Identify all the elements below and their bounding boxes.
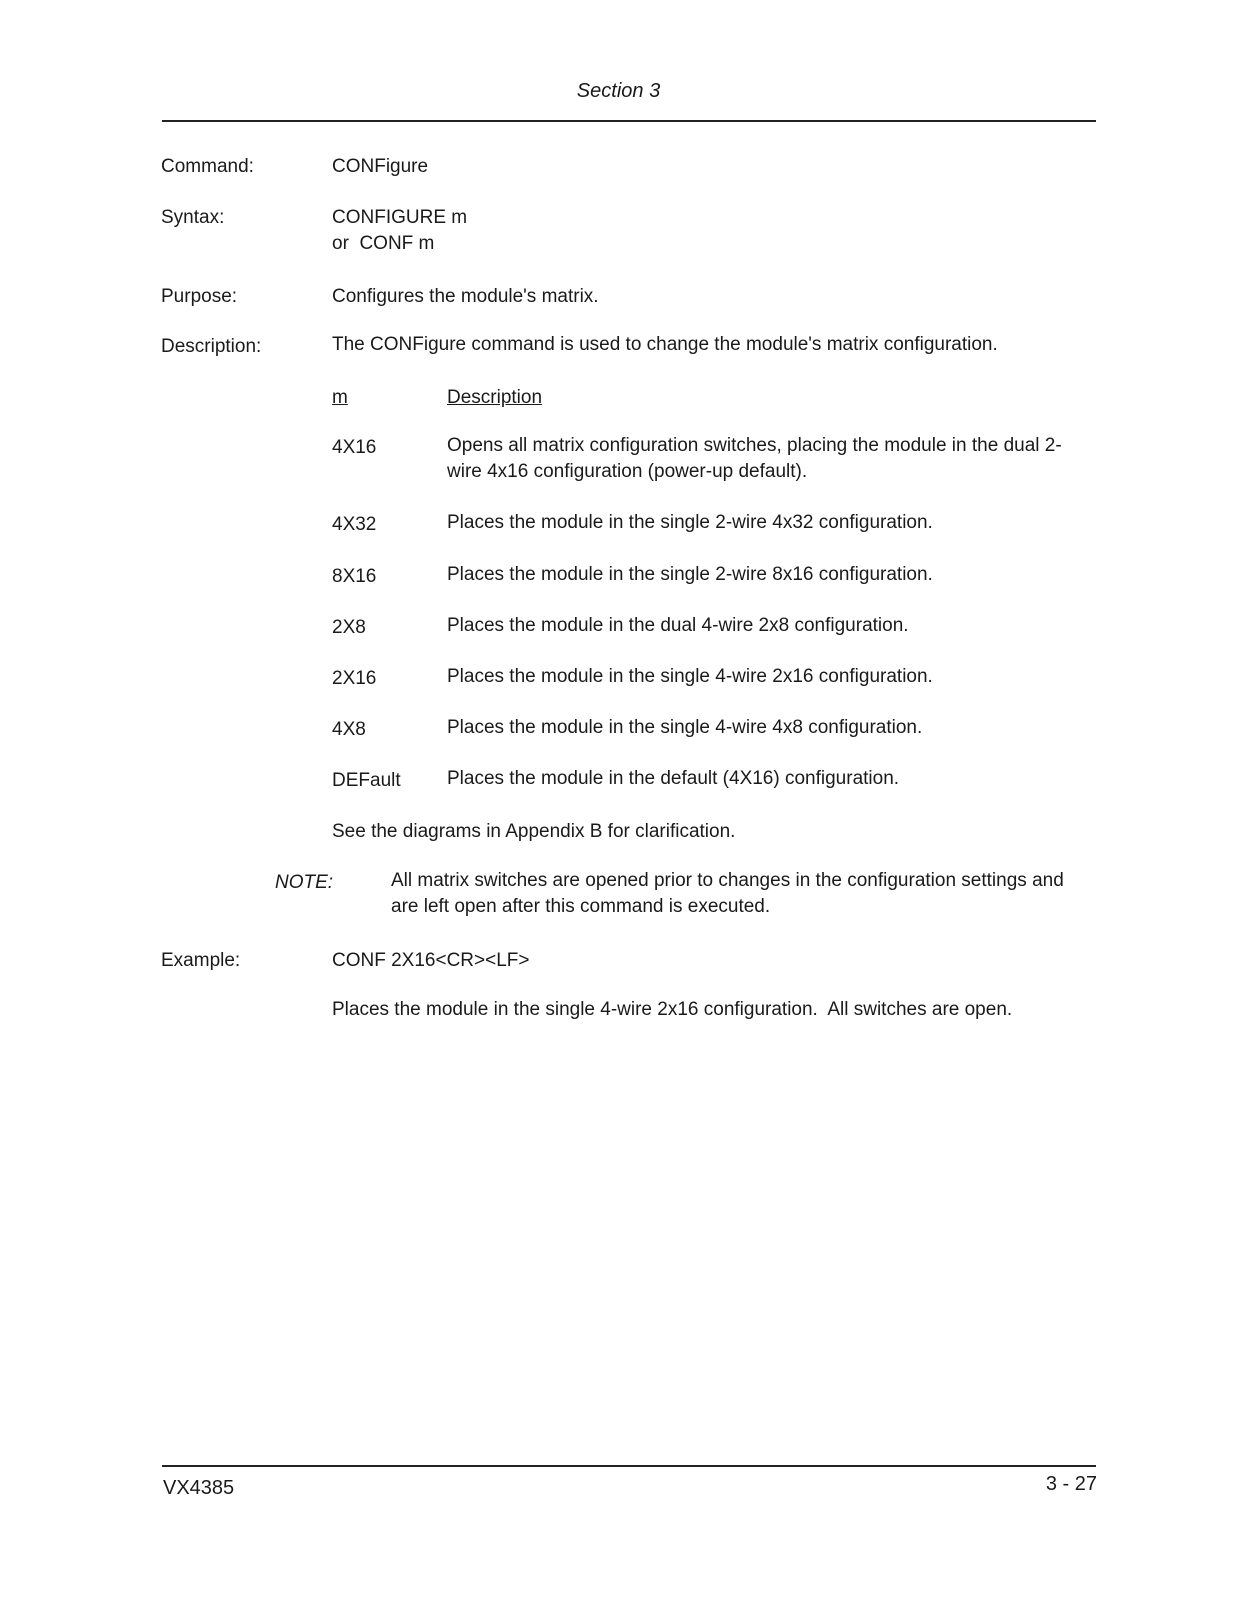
- note-label: NOTE:: [275, 872, 334, 893]
- syntax-line-2: or CONF m: [332, 233, 435, 254]
- param-row-description: Places the module in the single 2-wire 4x32 configuration.: [447, 512, 933, 533]
- footer-model: VX4385: [163, 1477, 235, 1499]
- example-label: Example:: [161, 950, 241, 971]
- syntax-line-1: CONFIGURE m: [332, 207, 468, 228]
- param-column-m-header: m: [332, 387, 348, 408]
- param-row-description: Places the module in the single 4-wire 2x16 configuration.: [447, 666, 933, 687]
- param-row-description: Places the module in the dual 4-wire 2x8 configuration.: [447, 615, 909, 636]
- note-text: All matrix switches are opened prior to changes in the configuration settings and are left open after this command is executed.: [391, 870, 1064, 917]
- section-title: Section 3: [576, 80, 661, 102]
- example-explanation: Places the module in the single 4-wire 2x16 configuration. All switches are open.: [332, 999, 1013, 1020]
- example-code: CONF 2X16<CR><LF>: [332, 950, 530, 971]
- see-also-text: See the diagrams in Appendix B for clarification.: [332, 821, 736, 842]
- command-value: CONFigure: [332, 156, 429, 177]
- param-row-m: 2X16: [332, 668, 377, 689]
- description-value: The CONFigure command is used to change the module's matrix configuration.: [332, 334, 998, 355]
- footer-rule: [162, 1465, 1096, 1467]
- header-rule: [162, 120, 1096, 122]
- param-row-description: Opens all matrix configuration switches, placing the module in the dual 2-wire 4x16 configuration (power-up default).: [447, 435, 1062, 482]
- param-column-description-header: Description: [447, 387, 543, 408]
- purpose-label: Purpose:: [161, 286, 238, 307]
- param-row-description: Places the module in the single 4-wire 4x8 configuration.: [447, 717, 923, 738]
- page-number: 3 - 27: [1045, 1473, 1097, 1495]
- param-row-m: 2X8: [332, 617, 366, 638]
- param-row-m: 4X32: [332, 514, 377, 535]
- purpose-value: Configures the module's matrix.: [332, 286, 599, 307]
- param-row-m: DEFault: [332, 770, 401, 791]
- command-label: Command:: [161, 156, 254, 177]
- param-row-description: Places the module in the default (4X16) configuration.: [447, 768, 900, 789]
- param-row-m: 4X16: [332, 437, 377, 458]
- param-row-m: 4X8: [332, 719, 366, 740]
- param-row-description: Places the module in the single 2-wire 8x16 configuration.: [447, 564, 933, 585]
- syntax-label: Syntax:: [161, 207, 225, 228]
- param-row-m: 8X16: [332, 566, 377, 587]
- description-label: Description:: [161, 336, 262, 357]
